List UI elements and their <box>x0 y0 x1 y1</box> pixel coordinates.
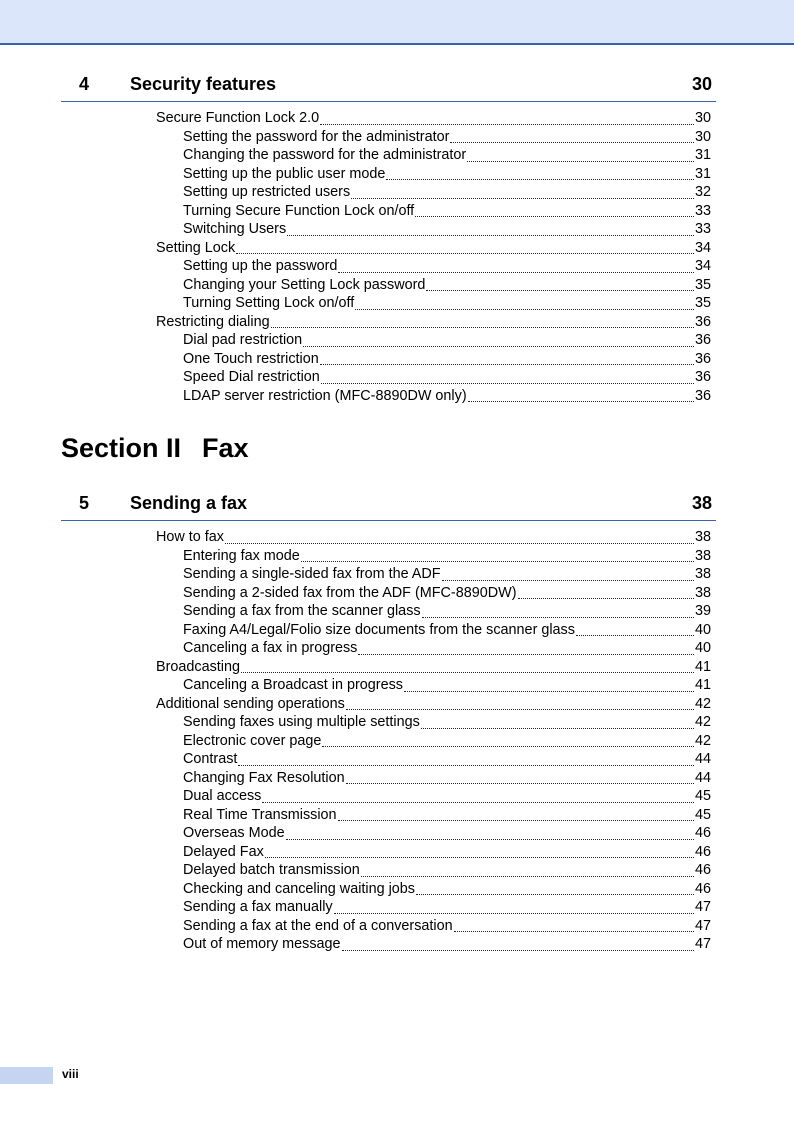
chapter-number: 4 <box>79 74 90 94</box>
dot-leader <box>303 346 694 347</box>
toc-entry[interactable] <box>156 880 711 899</box>
toc-entry-title: Sending a fax manually <box>183 899 333 915</box>
dot-leader <box>338 272 694 273</box>
toc-entry-title: Sending a single-sided fax from the ADF <box>183 566 441 582</box>
toc-entry-title: Secure Function Lock 2.0 <box>156 110 320 126</box>
dot-leader <box>320 364 694 365</box>
toc-entry[interactable] <box>156 935 711 954</box>
dot-leader <box>454 931 694 932</box>
toc-entry[interactable] <box>156 621 711 640</box>
toc-entry-title: Setting up restricted users <box>183 184 351 200</box>
toc-entry[interactable] <box>156 387 711 406</box>
toc-entry-page: 31 <box>694 165 711 182</box>
toc-entry-page: 47 <box>694 899 711 915</box>
dot-leader <box>241 672 694 673</box>
toc-entry-title: Contrast <box>183 751 238 767</box>
toc-entry-title: Real Time Transmission <box>183 806 337 823</box>
toc-entry-page: 41 <box>694 677 711 693</box>
toc-entry-title: Sending a fax from the scanner glass <box>183 603 421 619</box>
toc-entry[interactable] <box>156 165 711 184</box>
toc-entry-title: Faxing A4/Legal/Folio size documents from the scanner glass <box>183 621 575 638</box>
toc-entry-title: Sending faxes using multiple settings <box>183 714 420 730</box>
section-heading <box>61 433 249 464</box>
toc-entry[interactable] <box>156 639 711 658</box>
dot-leader <box>355 309 694 310</box>
dot-leader <box>286 839 694 840</box>
chapter-page: 30 <box>691 74 712 94</box>
toc-entry-page: 34 <box>694 239 711 256</box>
header-band <box>0 0 794 45</box>
toc-entry-page: 47 <box>694 917 711 934</box>
toc-entry-page: 34 <box>694 258 711 274</box>
toc-entries-chapter-5 <box>156 528 711 954</box>
chapter-page: 38 <box>691 493 712 513</box>
toc-entry-title: LDAP server restriction (MFC-8890DW only) <box>183 387 467 404</box>
toc-entry-title: Restricting dialing <box>156 313 270 330</box>
dot-leader <box>421 728 694 729</box>
toc-entry-page: 46 <box>694 843 711 860</box>
dot-leader <box>416 894 694 895</box>
toc-entry[interactable] <box>156 257 711 276</box>
dot-leader <box>468 401 694 402</box>
dot-leader <box>322 746 694 747</box>
toc-entry-page: 45 <box>694 806 711 823</box>
toc-entry-title: Entering fax mode <box>183 547 300 564</box>
chapter-title: Security features <box>130 74 277 94</box>
toc-entry-page: 41 <box>694 658 711 675</box>
toc-entry-title: Out of memory message <box>183 936 341 952</box>
chapter-heading-4[interactable] <box>61 71 716 102</box>
toc-entry[interactable] <box>156 313 711 332</box>
toc-entries-chapter-4 <box>156 109 711 405</box>
dot-leader <box>358 654 694 655</box>
toc-entry-page: 38 <box>694 547 711 564</box>
toc-entry-title: Broadcasting <box>156 658 240 675</box>
toc-entry-page: 46 <box>694 880 711 897</box>
dot-leader <box>334 913 694 914</box>
section-label: Section II <box>61 433 182 463</box>
toc-entry-page: 42 <box>694 695 711 712</box>
dot-leader <box>576 635 694 636</box>
toc-entry-title: Setting up the password <box>183 258 338 274</box>
toc-entry[interactable] <box>156 547 711 566</box>
toc-entry-page: 44 <box>694 751 711 767</box>
toc-entry-page: 39 <box>694 603 711 619</box>
toc-entry-title: Delayed Fax <box>183 843 264 860</box>
dot-leader <box>518 598 694 599</box>
dot-leader <box>321 383 694 384</box>
toc-entry[interactable] <box>156 202 711 221</box>
toc-entry-title: How to fax <box>156 529 224 545</box>
toc-entry-title: Delayed batch transmission <box>183 862 360 878</box>
toc-entry-page: 42 <box>694 714 711 730</box>
toc-entry-page: 35 <box>694 276 711 293</box>
chapter-title: Sending a fax <box>130 493 248 513</box>
toc-entry-page: 35 <box>694 295 711 311</box>
dot-leader <box>301 561 694 562</box>
dot-leader <box>346 709 694 710</box>
toc-entry-page: 46 <box>694 862 711 878</box>
toc-entry[interactable] <box>156 769 711 788</box>
dot-leader <box>467 161 694 162</box>
dot-leader <box>225 543 694 544</box>
toc-entry-page: 38 <box>694 566 711 582</box>
toc-entry[interactable] <box>156 276 711 295</box>
dot-leader <box>404 691 694 692</box>
toc-entry-page: 36 <box>694 369 711 385</box>
dot-leader <box>265 857 694 858</box>
dot-leader <box>415 216 694 217</box>
dot-leader <box>320 124 694 125</box>
toc-entry-title: Dial pad restriction <box>183 332 303 348</box>
toc-entry[interactable] <box>156 294 711 313</box>
toc-entry[interactable] <box>156 565 711 584</box>
footer-bar <box>0 1067 53 1084</box>
toc-entry[interactable] <box>156 676 711 695</box>
toc-entry[interactable] <box>156 146 711 165</box>
toc-entry-page: 40 <box>694 621 711 638</box>
toc-entry-title: Dual access <box>183 788 262 804</box>
toc-entry-title: Changing the password for the administrator <box>183 147 467 163</box>
toc-entry[interactable] <box>156 898 711 917</box>
toc-entry-page: 44 <box>694 769 711 786</box>
toc-entry[interactable] <box>156 843 711 862</box>
toc-entry[interactable] <box>156 658 711 677</box>
toc-entry[interactable] <box>156 824 711 843</box>
toc-entry-title: Checking and canceling waiting jobs <box>183 880 415 897</box>
chapter-heading-5[interactable] <box>61 490 716 521</box>
toc-entry-title: Canceling a fax in progress <box>183 640 358 656</box>
toc-entry-title: Setting up the public user mode <box>183 165 386 182</box>
dot-leader <box>236 253 694 254</box>
toc-entry-page: 36 <box>694 387 711 404</box>
toc-entry-page: 40 <box>694 640 711 656</box>
toc-entry[interactable] <box>156 695 711 714</box>
toc-entry[interactable] <box>156 239 711 258</box>
toc-entry-page: 38 <box>694 584 711 601</box>
toc-entry[interactable] <box>156 331 711 350</box>
toc-entry[interactable] <box>156 350 711 369</box>
toc-entry-page: 32 <box>694 184 711 200</box>
toc-entry-title: Sending a fax at the end of a conversation <box>183 917 453 934</box>
dot-leader <box>351 198 694 199</box>
toc-entry[interactable] <box>156 713 711 732</box>
toc-entry-title: Changing Fax Resolution <box>183 769 345 786</box>
dot-leader <box>338 820 694 821</box>
footer-page-number: viii <box>62 1067 79 1081</box>
toc-entry[interactable] <box>156 220 711 239</box>
toc-entry-page: 36 <box>694 350 711 367</box>
toc-entry[interactable] <box>156 602 711 621</box>
toc-entry[interactable] <box>156 368 711 387</box>
chapter-number: 5 <box>79 493 90 513</box>
toc-entry[interactable] <box>156 787 711 806</box>
toc-entry-title: One Touch restriction <box>183 350 319 367</box>
dot-leader <box>238 765 694 766</box>
toc-entry[interactable] <box>156 732 711 751</box>
toc-entry[interactable] <box>156 109 711 128</box>
toc-entry-title: Sending a 2-sided fax from the ADF (MFC-8890DW) <box>183 584 517 601</box>
toc-entry-page: 45 <box>694 788 711 804</box>
toc-entry-page: 33 <box>694 202 711 219</box>
toc-entry[interactable] <box>156 584 711 603</box>
toc-entry[interactable] <box>156 861 711 880</box>
dot-leader <box>262 802 694 803</box>
toc-entry-title: Additional sending operations <box>156 695 345 712</box>
dot-leader <box>422 617 694 618</box>
toc-entry-page: 42 <box>694 732 711 749</box>
toc-entry-title: Setting the password for the administrator <box>183 128 450 145</box>
toc-entry-page: 36 <box>694 332 711 348</box>
dot-leader <box>442 580 694 581</box>
toc-entry-title: Speed Dial restriction <box>183 369 320 385</box>
toc-entry-page: 30 <box>694 128 711 145</box>
toc-entry-page: 38 <box>694 529 711 545</box>
toc-entry-title: Switching Users <box>183 221 287 237</box>
toc-entry-page: 46 <box>694 825 711 841</box>
section-title: Fax <box>202 433 249 463</box>
toc-entry[interactable] <box>156 750 711 769</box>
toc-entry-page: 33 <box>694 221 711 237</box>
toc-entry-title: Electronic cover page <box>183 732 322 749</box>
toc-entry[interactable] <box>156 528 711 547</box>
dot-leader <box>342 950 694 951</box>
dot-leader <box>361 876 694 877</box>
toc-entry[interactable] <box>156 806 711 825</box>
toc-entry-page: 36 <box>694 313 711 330</box>
toc-entry-title: Setting Lock <box>156 239 236 256</box>
toc-entry[interactable] <box>156 917 711 936</box>
dot-leader <box>386 179 694 180</box>
toc-entry-page: 47 <box>694 936 711 952</box>
toc-entry-page: 31 <box>694 147 711 163</box>
dot-leader <box>450 142 694 143</box>
toc-entry-title: Overseas Mode <box>183 825 285 841</box>
dot-leader <box>287 235 694 236</box>
toc-entry[interactable] <box>156 128 711 147</box>
toc-entry[interactable] <box>156 183 711 202</box>
toc-entry-title: Turning Secure Function Lock on/off <box>183 202 415 219</box>
dot-leader <box>426 290 694 291</box>
toc-entry-title: Turning Setting Lock on/off <box>183 295 355 311</box>
dot-leader <box>271 327 694 328</box>
toc-entry-page: 30 <box>694 110 711 126</box>
dot-leader <box>346 783 694 784</box>
toc-entry-title: Changing your Setting Lock password <box>183 276 426 293</box>
toc-entry-title: Canceling a Broadcast in progress <box>183 677 403 693</box>
